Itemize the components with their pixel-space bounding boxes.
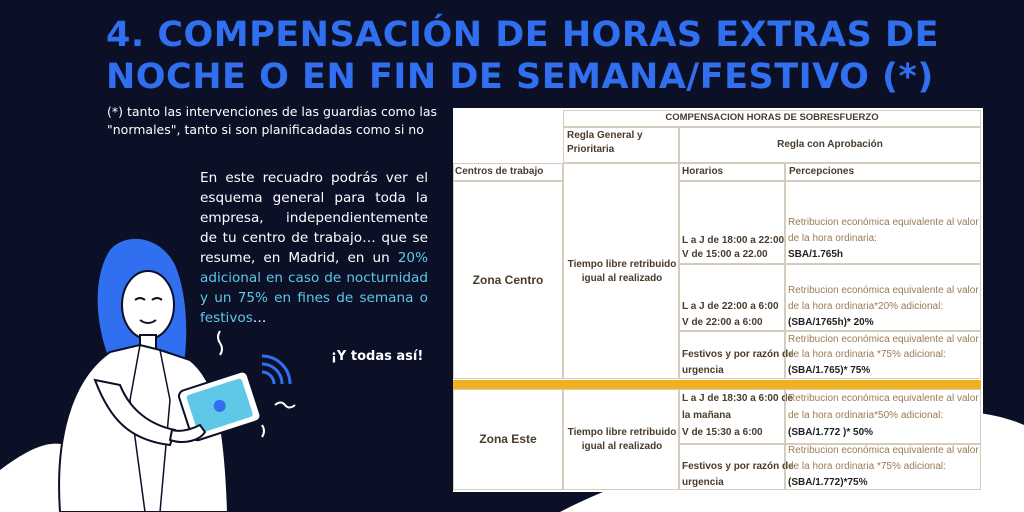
- table-header: COMPENSACION HORAS DE SOBRESFUERZO: [665, 112, 879, 123]
- centro-row1-perc3: SBA/1.765h: [788, 249, 844, 260]
- col-horarios-header: Horarios: [682, 166, 724, 177]
- zone-divider: [453, 380, 981, 389]
- este-row2-perc1: Retribucion económica equivalente al valor: [788, 445, 979, 456]
- centro-row2-horario1: L a J de 22:00 a 6:00: [682, 301, 779, 312]
- col-percepciones-header: Percepciones: [789, 166, 855, 177]
- este-row1-horario1: L a J de 18:30 a 6:00 de: [682, 393, 793, 404]
- centro-row1-perc2: de la hora ordinaria:: [788, 233, 877, 244]
- col-general-header: Regla General y Prioritaria: [567, 130, 643, 155]
- centro-row3-perc2: de la hora ordinaria *75% adicional:: [788, 349, 946, 360]
- title-line-2: NOCHE O EN FIN DE SEMANA/FESTIVO (*): [106, 57, 934, 97]
- centro-row1-horario2: V de 15:00 a 22.00: [682, 249, 768, 260]
- zona-este-general: Tiempo libre retribuido igual al realizado: [567, 427, 677, 452]
- este-row1-perc1: Retribucion económica equivalente al valor: [788, 393, 979, 404]
- zona-centro-general: Tiempo libre retribuido igual al realizado: [567, 259, 677, 284]
- centro-row2-perc3: (SBA/1765h)* 20%: [788, 317, 874, 328]
- centro-row2-perc2: de la hora ordinaria*20% adicional:: [788, 301, 944, 312]
- este-row1-horario2: la mañana: [682, 410, 731, 421]
- este-row1-perc3: (SBA/1.772 )* 50%: [788, 427, 874, 438]
- centro-row3-perc1: Retribucion económica equivalente al valor: [788, 334, 979, 345]
- tagline: ¡Y todas así!: [331, 349, 424, 364]
- centro-row2-horario2: V de 22:00 a 6:00: [682, 317, 763, 328]
- este-row2-perc2: de la hora ordinaria *75% adicional:: [788, 461, 946, 472]
- este-row2-perc3: (SBA/1.772)*75%: [788, 477, 868, 488]
- centro-row1-horario1: L a J de 18:00 a 22:00: [682, 235, 785, 246]
- centro-row2-perc1: Retribucion económica equivalente al valor: [788, 285, 979, 296]
- centro-row3-perc3: (SBA/1.765)* 75%: [788, 365, 871, 376]
- centro-row3-horario2: urgencia: [682, 365, 724, 376]
- footnote: (*) tanto las intervenciones de las guardias como las "normales", tanto si son planificadadas como si no: [107, 104, 437, 137]
- este-row1-horario3: V de 15:30 a 6:00: [682, 427, 763, 438]
- zona-este-label: Zona Este: [479, 432, 537, 446]
- col-aprobacion-header: Regla con Aprobación: [777, 139, 883, 150]
- description-part-1: En este recuadro podrás ver el esquema general para toda la empresa, independientemente de tu centro de trabajo… que se resume, en Madrid, en un: [200, 170, 428, 266]
- este-row2-horario2: urgencia: [682, 477, 724, 488]
- title-line-1: 4. COMPENSACIÓN DE HORAS EXTRAS DE: [106, 15, 939, 55]
- woman-with-tablet-illustration: [0, 0, 460, 512]
- centro-row1-perc1: Retribucion económica equivalente al valor: [788, 217, 979, 228]
- description-part-2: …: [252, 310, 267, 326]
- este-row1-perc2: de la hora ordinaria*50% adicional:: [788, 410, 944, 421]
- description-highlight: 20% adicional en caso de nocturnidad y un 75% en fines de semana o festivos: [200, 250, 428, 326]
- este-row2-horario1: Festivos y por razón de: [682, 461, 794, 472]
- zona-centro-label: Zona Centro: [472, 273, 544, 287]
- centro-row3-horario1: Festivos y por razón de: [682, 349, 794, 360]
- compensation-table: [453, 108, 983, 492]
- col-centros-header: Centros de trabajo: [455, 166, 544, 177]
